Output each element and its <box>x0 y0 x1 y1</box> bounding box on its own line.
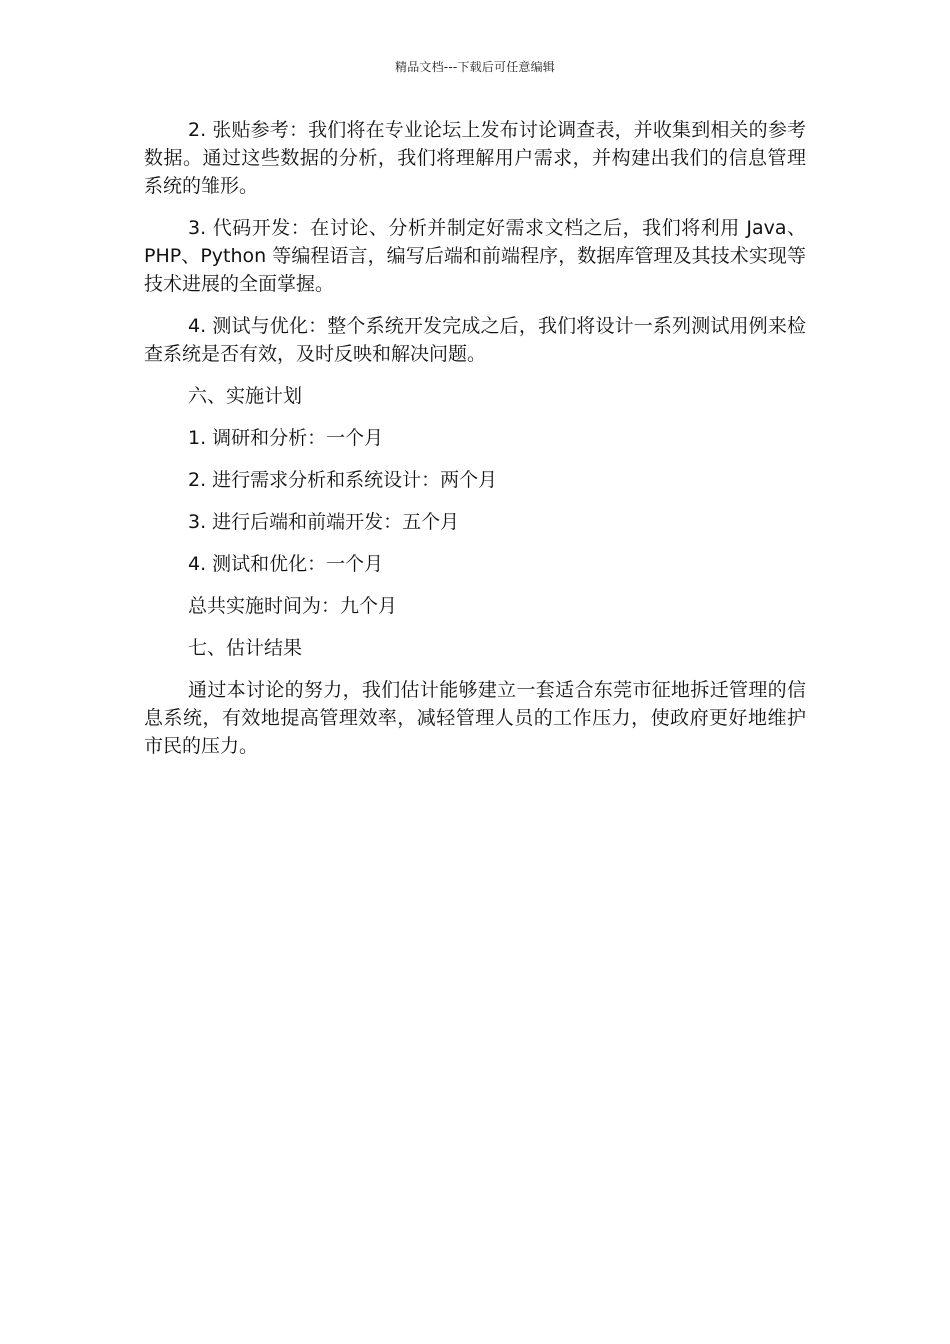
paragraph-reference-posting: 2. 张贴参考：我们将在专业论坛上发布讨论调查表，并收集到相关的参考数据。通过这些数据的分析，我们将理解用户需求，并构建出我们的信息管理系统的雏形。 <box>144 119 806 197</box>
plan-total: 总共实施时间为：九个月 <box>188 595 398 617</box>
plan-item: 4. 测试和优化：一个月 <box>188 553 384 575</box>
page-header-note: 精品文档---下载后可任意编辑 <box>395 60 555 74</box>
paragraph-expected-results: 通过本讨论的努力，我们估计能够建立一套适合东莞市征地拆迁管理的信息系统，有效地提高管理效率，减轻管理人员的工作压力，使政府更好地维护市民的压力。 <box>144 679 806 757</box>
document-body <box>144 116 806 774</box>
section-heading-expected-results: 七、估计结果 <box>188 637 303 659</box>
plan-item: 3. 进行后端和前端开发：五个月 <box>188 511 460 533</box>
paragraph-testing-optimization: 4. 测试与优化：整个系统开发完成之后，我们将设计一系列测试用例来检查系统是否有效，及时反映和解决问题。 <box>144 315 806 365</box>
plan-item: 2. 进行需求分析和系统设计：两个月 <box>188 469 498 491</box>
section-heading-implementation-plan: 六、实施计划 <box>188 385 303 407</box>
plan-item: 1. 调研和分析：一个月 <box>188 427 384 449</box>
paragraph-code-development: 3. 代码开发：在讨论、分析并制定好需求文档之后，我们将利用 Java、PHP、Python 等编程语言，编写后端和前端程序，数据库管理及其技术实现等技术进展的全面掌握。 <box>144 217 806 295</box>
